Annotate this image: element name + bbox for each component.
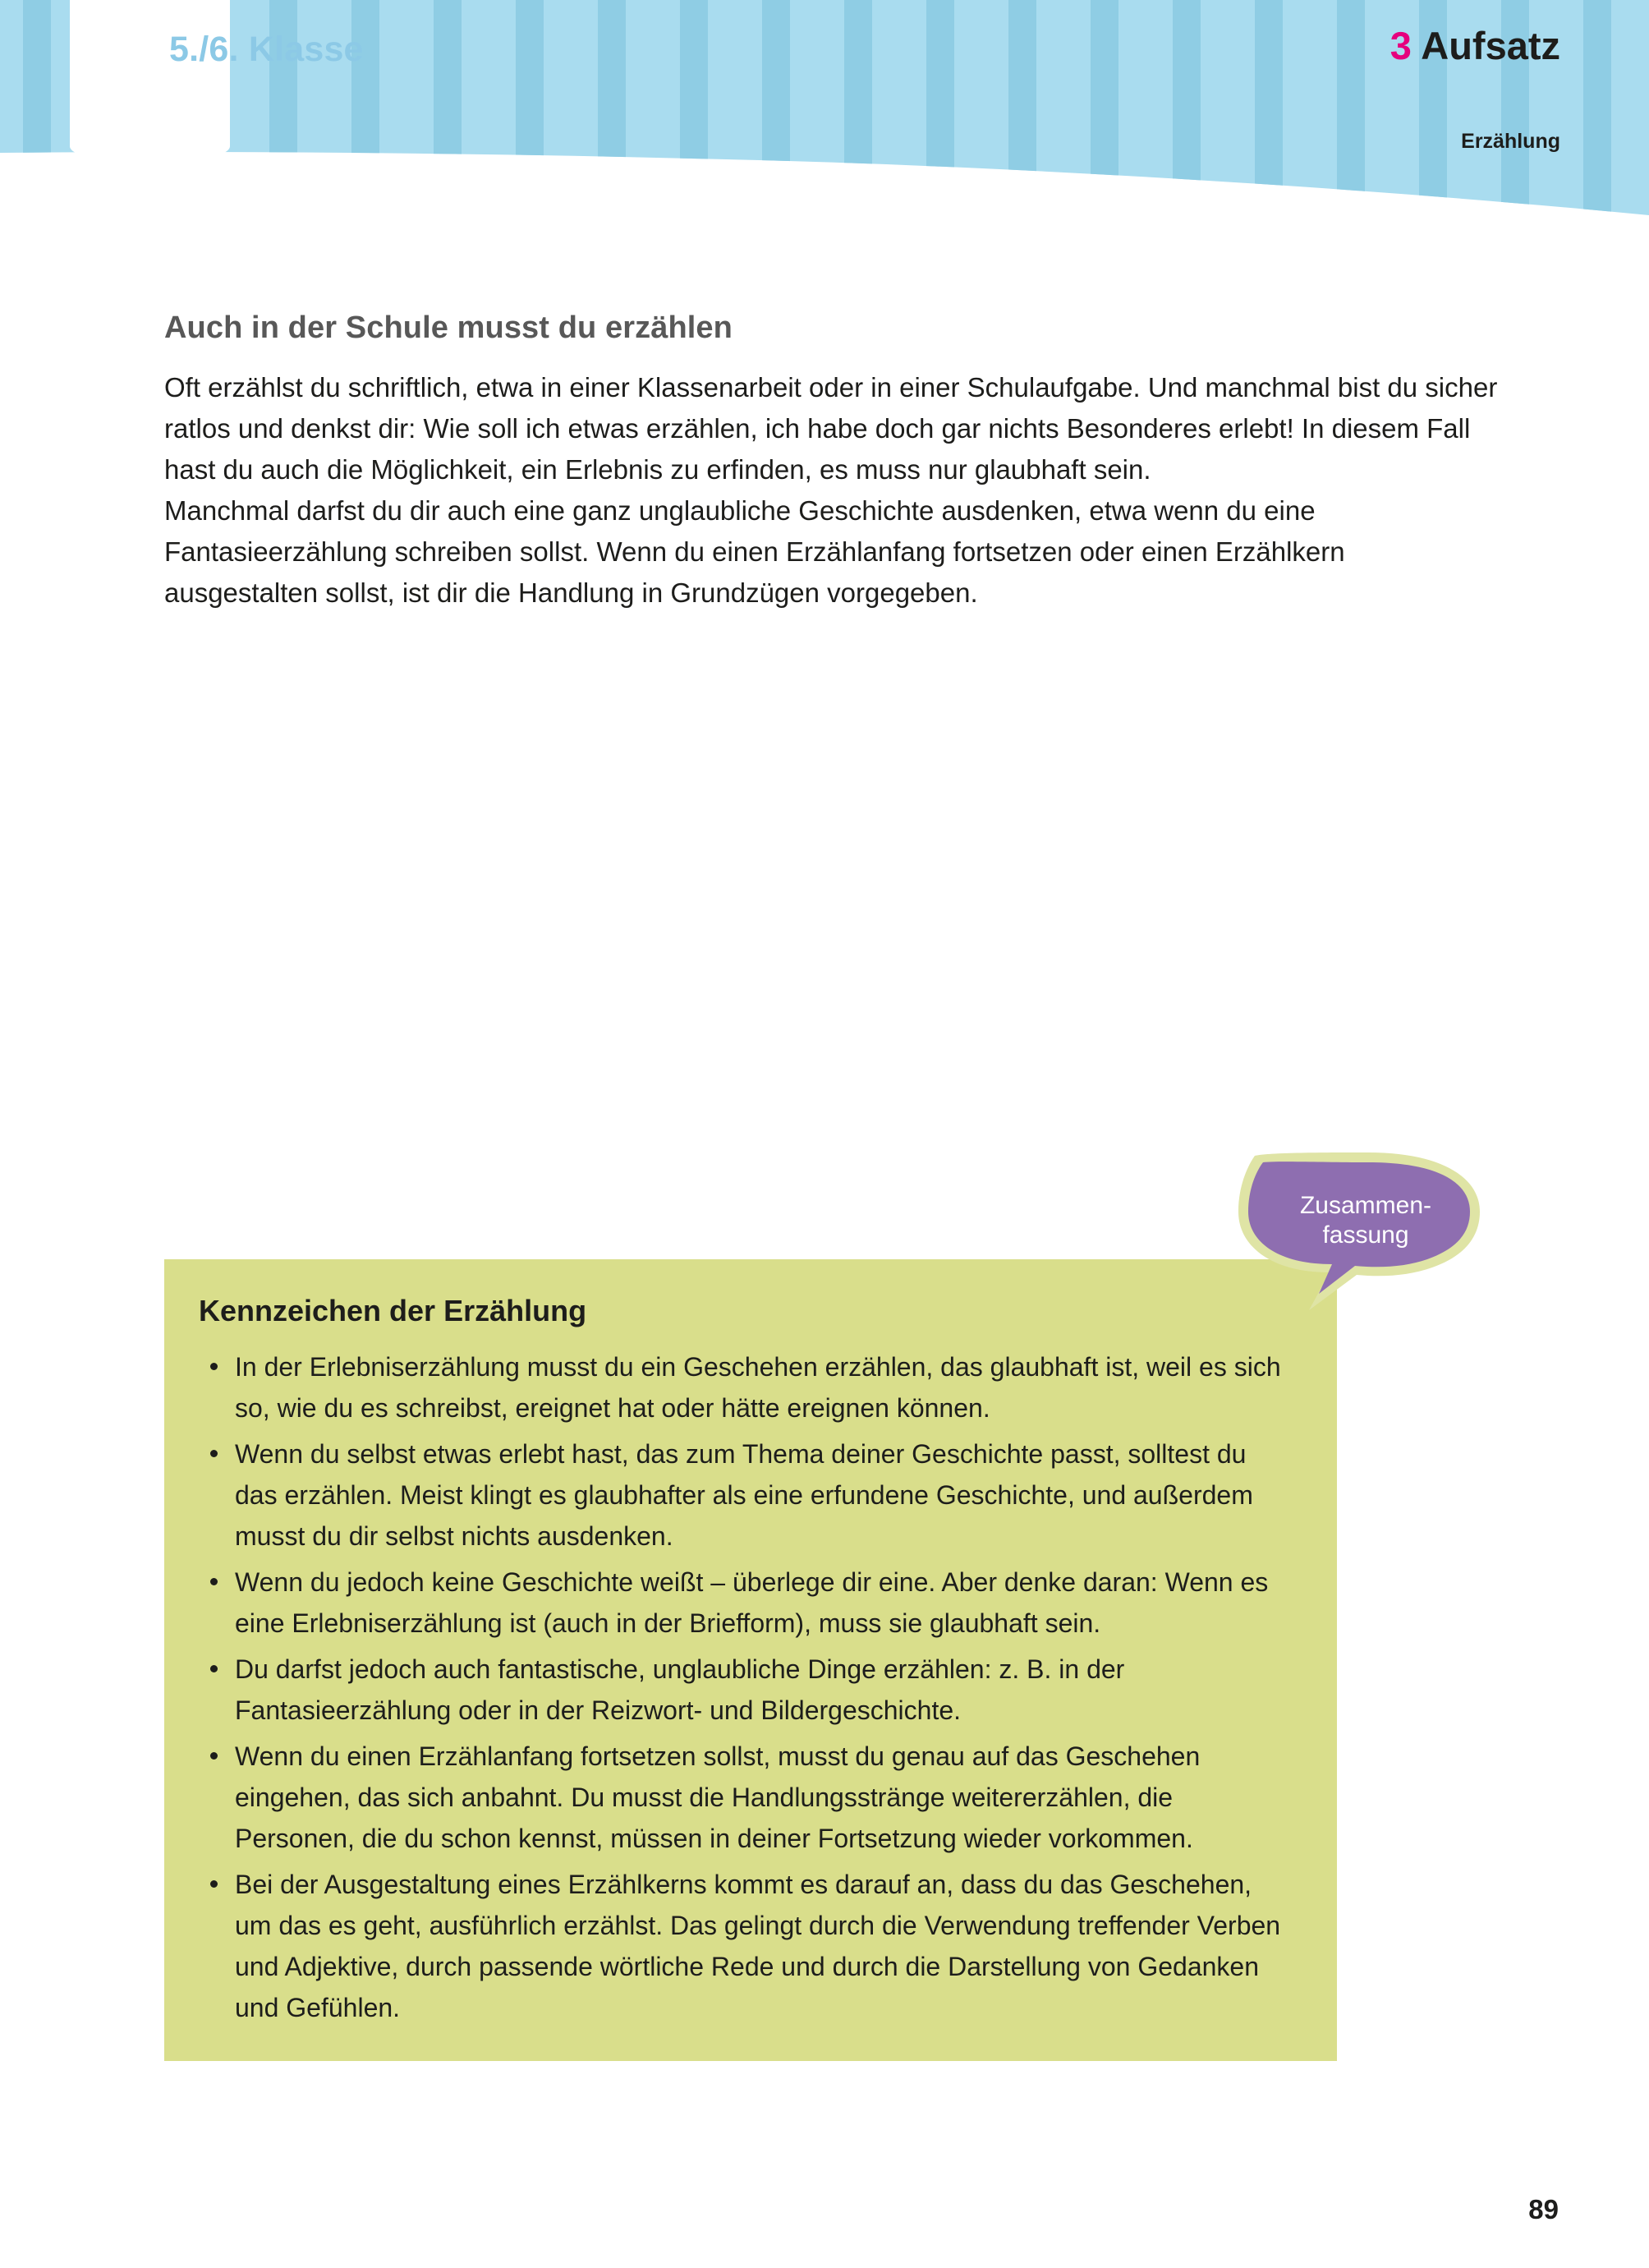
bullet-icon xyxy=(210,1880,218,1888)
list-item xyxy=(199,1736,1294,1859)
list-item xyxy=(199,1346,1294,1428)
page-number: 89 xyxy=(1528,2194,1559,2224)
list-item xyxy=(199,1562,1294,1644)
bullet-icon xyxy=(210,1363,218,1370)
chapter-title xyxy=(1390,26,1560,65)
body-paragraph-1: Oft erzählst du schriftlich, etwa in einer Klassenarbeit oder in einer Schulaufgabe. Und manchmal bist du sicher ratlos und denkst dir: Wie soll ich etwas erzählen, ich habe doch gar nichts Besonderes erlebt! In diesem Fall hast du auch die Möglichkeit, ein Erlebnis zu erfinden, es muss nur glaubhaft sein. xyxy=(164,372,1498,485)
bullet-icon xyxy=(210,1578,218,1585)
list-item-text: Wenn du einen Erzählanfang fortsetzen sollst, musst du genau auf das Geschehen eingehen, das sich anbahnt. Du musst die Handlungsstränge weitererzählen, die Personen, die du schon kennst, müssen in deiner Fortsetzung wieder vorkommen. xyxy=(235,1741,1201,1853)
summary-bubble-label xyxy=(1255,1172,1477,1269)
list-item-text: In der Erlebniserzählung musst du ein Geschehen erzählen, das glaubhaft ist, weil es sich so, wie du es schreibst, ereignet hat oder hätte ereignen können. xyxy=(235,1352,1281,1423)
summary-bubble-line-1: Zusammen- xyxy=(1299,1192,1432,1219)
list-item-text: Wenn du selbst etwas erlebt hast, das zum Thema deiner Geschichte passt, solltest du das erzählen. Meist klingt es glaubhafter als eine erfundene Geschichte, und außerdem musst du dir selbst nichts ausdenken. xyxy=(235,1439,1253,1551)
chapter-number: 3 xyxy=(1389,24,1412,67)
list-item-text: Wenn du jedoch keine Geschichte weißt – überlege dir eine. Aber denke daran: Wenn es eine Erlebniserzählung ist (auch in der Briefform), muss sie glaubhaft sein. xyxy=(235,1567,1269,1638)
list-item xyxy=(199,1433,1294,1557)
header-subtitle: Erzählung xyxy=(1461,130,1560,153)
bullet-icon xyxy=(210,1450,218,1457)
summary-box xyxy=(164,1259,1337,2061)
header-white-notch xyxy=(70,0,230,158)
list-item-text: Du darfst jedoch auch fantastische, unglaubliche Dinge erzählen: z. B. in der Fantasieerzählung oder in der Reizwort- und Bildergeschichte. xyxy=(235,1654,1125,1725)
list-item-text: Bei der Ausgestaltung eines Erzählkerns kommt es darauf an, dass du das Geschehen, um das es geht, ausführlich erzählst. Das gelingt durch die Verwendung treffender Verben und Adjektive, durch passende wörtliche Rede und durch die Darstellung von Gedanken und Gefühlen. xyxy=(235,1870,1281,2022)
section-heading: Auch in der Schule musst du erzählen xyxy=(164,311,733,345)
page-header xyxy=(0,0,1649,222)
summary-box-heading: Kennzeichen der Erzählung xyxy=(199,1294,587,1327)
bullet-icon xyxy=(210,1752,218,1760)
summary-bubble-line-2: fassung xyxy=(1322,1221,1409,1249)
main-content xyxy=(164,311,1503,614)
body-paragraph-2: Manchmal darfst du dir auch eine ganz unglaubliche Geschichte ausdenken, etwa wenn du eine Fantasieerzählung schreiben sollst. Wenn du einen Erzählanfang fortsetzen oder einen Erzählkern ausgestalten sollst, ist dir die Handlung in Grundzügen vorgegeben. xyxy=(164,495,1345,608)
bullet-icon xyxy=(210,1665,218,1672)
list-item xyxy=(199,1649,1294,1731)
chapter-name: Aufsatz xyxy=(1421,24,1560,67)
summary-list xyxy=(199,1346,1294,2028)
summary-speech-bubble xyxy=(1255,1172,1477,1269)
grade-level-label: 5./6. Klasse xyxy=(169,30,364,69)
list-item xyxy=(199,1864,1294,2028)
